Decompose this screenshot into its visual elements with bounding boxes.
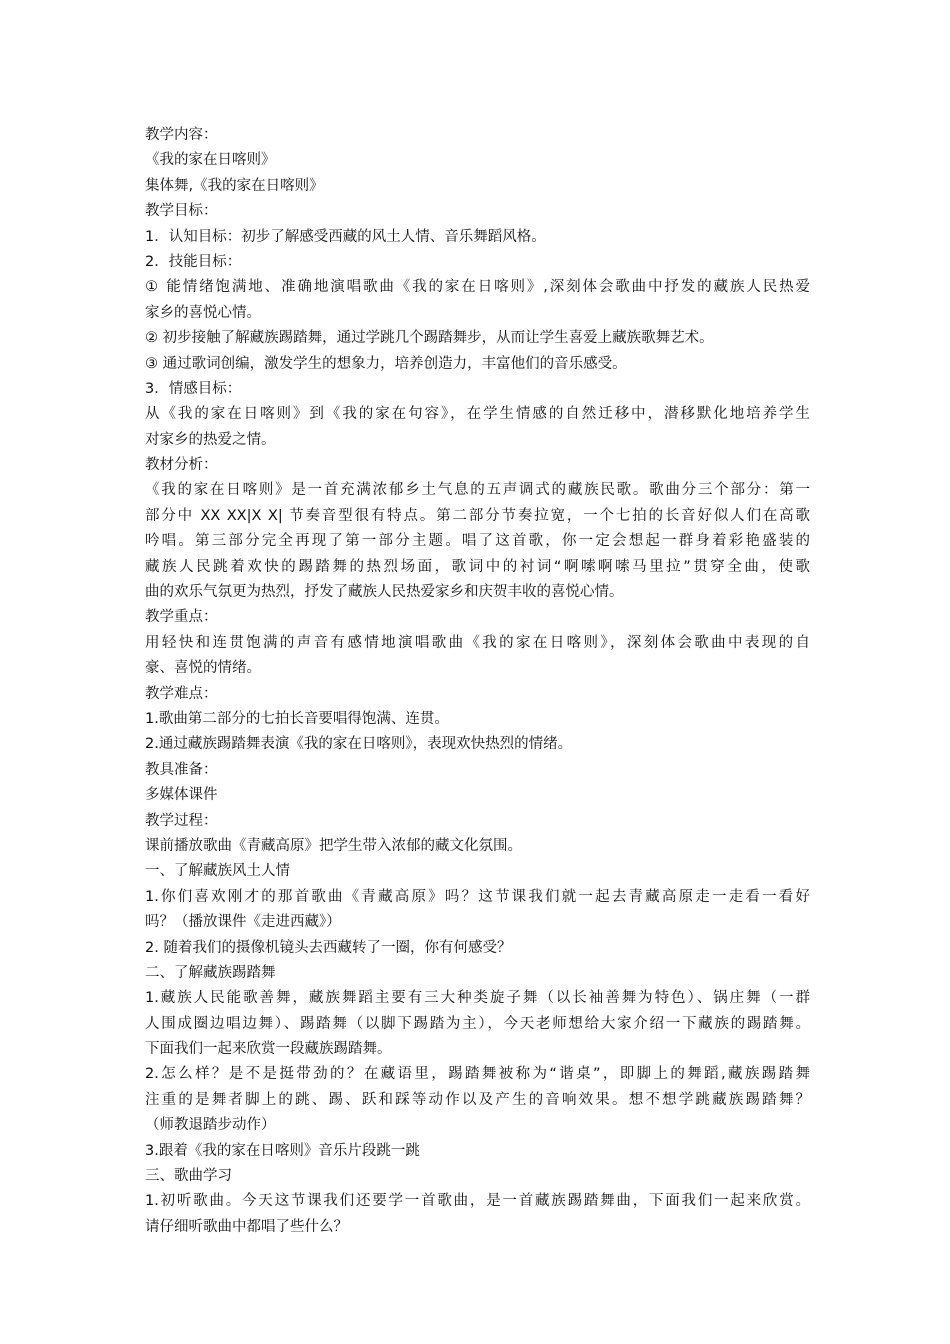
text-line: ③ 通过歌词创编，激发学生的想象力，培养创造力，丰富他们的音乐感受。 [145, 355, 627, 372]
text-line: 请仔细听歌曲中都唱了些什么？ [145, 1218, 348, 1235]
text-line: 从《我的家在日喀则》到《我的家在句容》，在学生情感的自然迁移中，潜移默化地培养学生 [145, 406, 810, 423]
text-line: 曲的欢乐气氛更为热烈，抒发了藏族人民热爱家乡和庆贺丰收的喜悦心情。 [145, 584, 624, 601]
text-line: 藏族人民跳着欢快的踢踏舞的热烈场面，歌词中的衬词“啊嗦啊嗦马里拉”贯穿全曲，使歌 [145, 558, 810, 575]
text-line: 教具准备： [145, 761, 218, 778]
text-line: 二、了解藏族踢踏舞 [145, 964, 276, 981]
text-line: 吟唱。第三部分完全再现了第一部分主题。唱了这首歌，你一定会想起一群身着彩艳盛装的 [145, 533, 810, 550]
text-line: 注重的是舞者脚上的跳、踢、跃和踩等动作以及产生的音响效果。想不想学跳藏族踢踏舞？ [145, 1091, 810, 1108]
text-line: 豪、喜悦的情绪。 [145, 660, 261, 677]
text-line: 2.通过藏族踢踏舞表演《我的家在日喀则》，表现欢快热烈的情绪。 [145, 736, 573, 753]
text-line: 教学内容： [145, 127, 218, 143]
text-line: 2．技能目标： [145, 253, 242, 270]
text-line: 一、了解藏族风土人情 [145, 863, 290, 880]
text-line: 教材分析： [145, 457, 218, 474]
text-line: 对家乡的热爱之情。 [145, 431, 276, 448]
text-line: 1.歌曲第二部分的七拍长音要唱得饱满、连贯。 [145, 710, 449, 727]
text-line: 下面我们一起来欣赏一段藏族踢踏舞。 [145, 1041, 392, 1058]
text-line: 教学重点： [145, 609, 218, 626]
text-line: （师教退踏步动作） [145, 1117, 276, 1134]
text-line: 集体舞,《我的家在日喀则》 [145, 177, 324, 194]
text-line: 1.你们喜欢刚才的那首歌曲《青藏高原》吗？这节课我们就一起去青藏高原走一走看一看好 [145, 888, 810, 905]
text-line: 人围成圈边唱边舞）、踢踏舞（以脚下踢踏为主），今天老师想给大家介绍一下藏族的踢踏舞。 [145, 1015, 810, 1032]
text-line: 三、歌曲学习 [145, 1168, 232, 1185]
document-page [145, 123, 810, 1240]
text-line: 家乡的喜悦心情。 [145, 304, 261, 321]
text-line: 2.怎么样？是不是挺带劲的？在藏语里，踢踏舞被称为“谐桌”，即脚上的舞蹈,藏族踢踏舞 [145, 1066, 810, 1083]
text-line: 3．情感目标： [145, 380, 242, 397]
text-line: 2. 随着我们的摄像机镜头去西藏转了一圈，你有何感受？ [145, 939, 512, 956]
text-line: 课前播放歌曲《青藏高原》把学生带入浓郁的藏文化氛围。 [145, 837, 522, 854]
text-line: 1．认知目标：初步了解感受西藏的风土人情、音乐舞蹈风格。 [145, 228, 546, 245]
text-line: 教学目标： [145, 203, 218, 220]
text-line: 多媒体课件 [145, 787, 218, 804]
text-line: 《我的家在日喀则》是一首充满浓郁乡土气息的五声调式的藏族民歌。歌曲分三个部分：第一 [145, 482, 810, 499]
text-line: 用轻快和连贯饱满的声音有感情地演唱歌曲《我的家在日喀则》，深刻体会歌曲中表现的自 [145, 634, 810, 651]
text-line: 教学难点： [145, 685, 218, 702]
text-line: 3.跟着《我的家在日喀则》音乐片段跳一跳 [145, 1142, 420, 1159]
text-line: 1.初听歌曲。今天这节课我们还要学一首歌曲，是一首藏族踢踏舞曲，下面我们一起来欣赏。 [145, 1193, 810, 1210]
text-line: ② 初步接触了解藏族踢踏舞，通过学跳几个踢踏舞步，从而让学生喜爱上藏族歌舞艺术。 [145, 330, 714, 347]
text-line: 部分中 XX XX|X X| 节奏音型很有特点。第二部分节奏拉宽，一个七拍的长音好似人们在高歌 [145, 507, 810, 524]
text-line: 1.藏族人民能歌善舞，藏族舞蹈主要有三大种类旋子舞（以长袖善舞为特色）、锅庄舞（一群 [145, 990, 810, 1007]
text-line: ① 能情绪饱满地、准确地演唱歌曲《我的家在日喀则》,深刻体会歌曲中抒发的藏族人民热爱 [145, 279, 810, 296]
text-line: 《我的家在日喀则》 [145, 152, 276, 169]
text-line: 吗？（播放课件《走进西藏》） [145, 914, 341, 931]
text-line: 教学过程： [145, 812, 218, 829]
